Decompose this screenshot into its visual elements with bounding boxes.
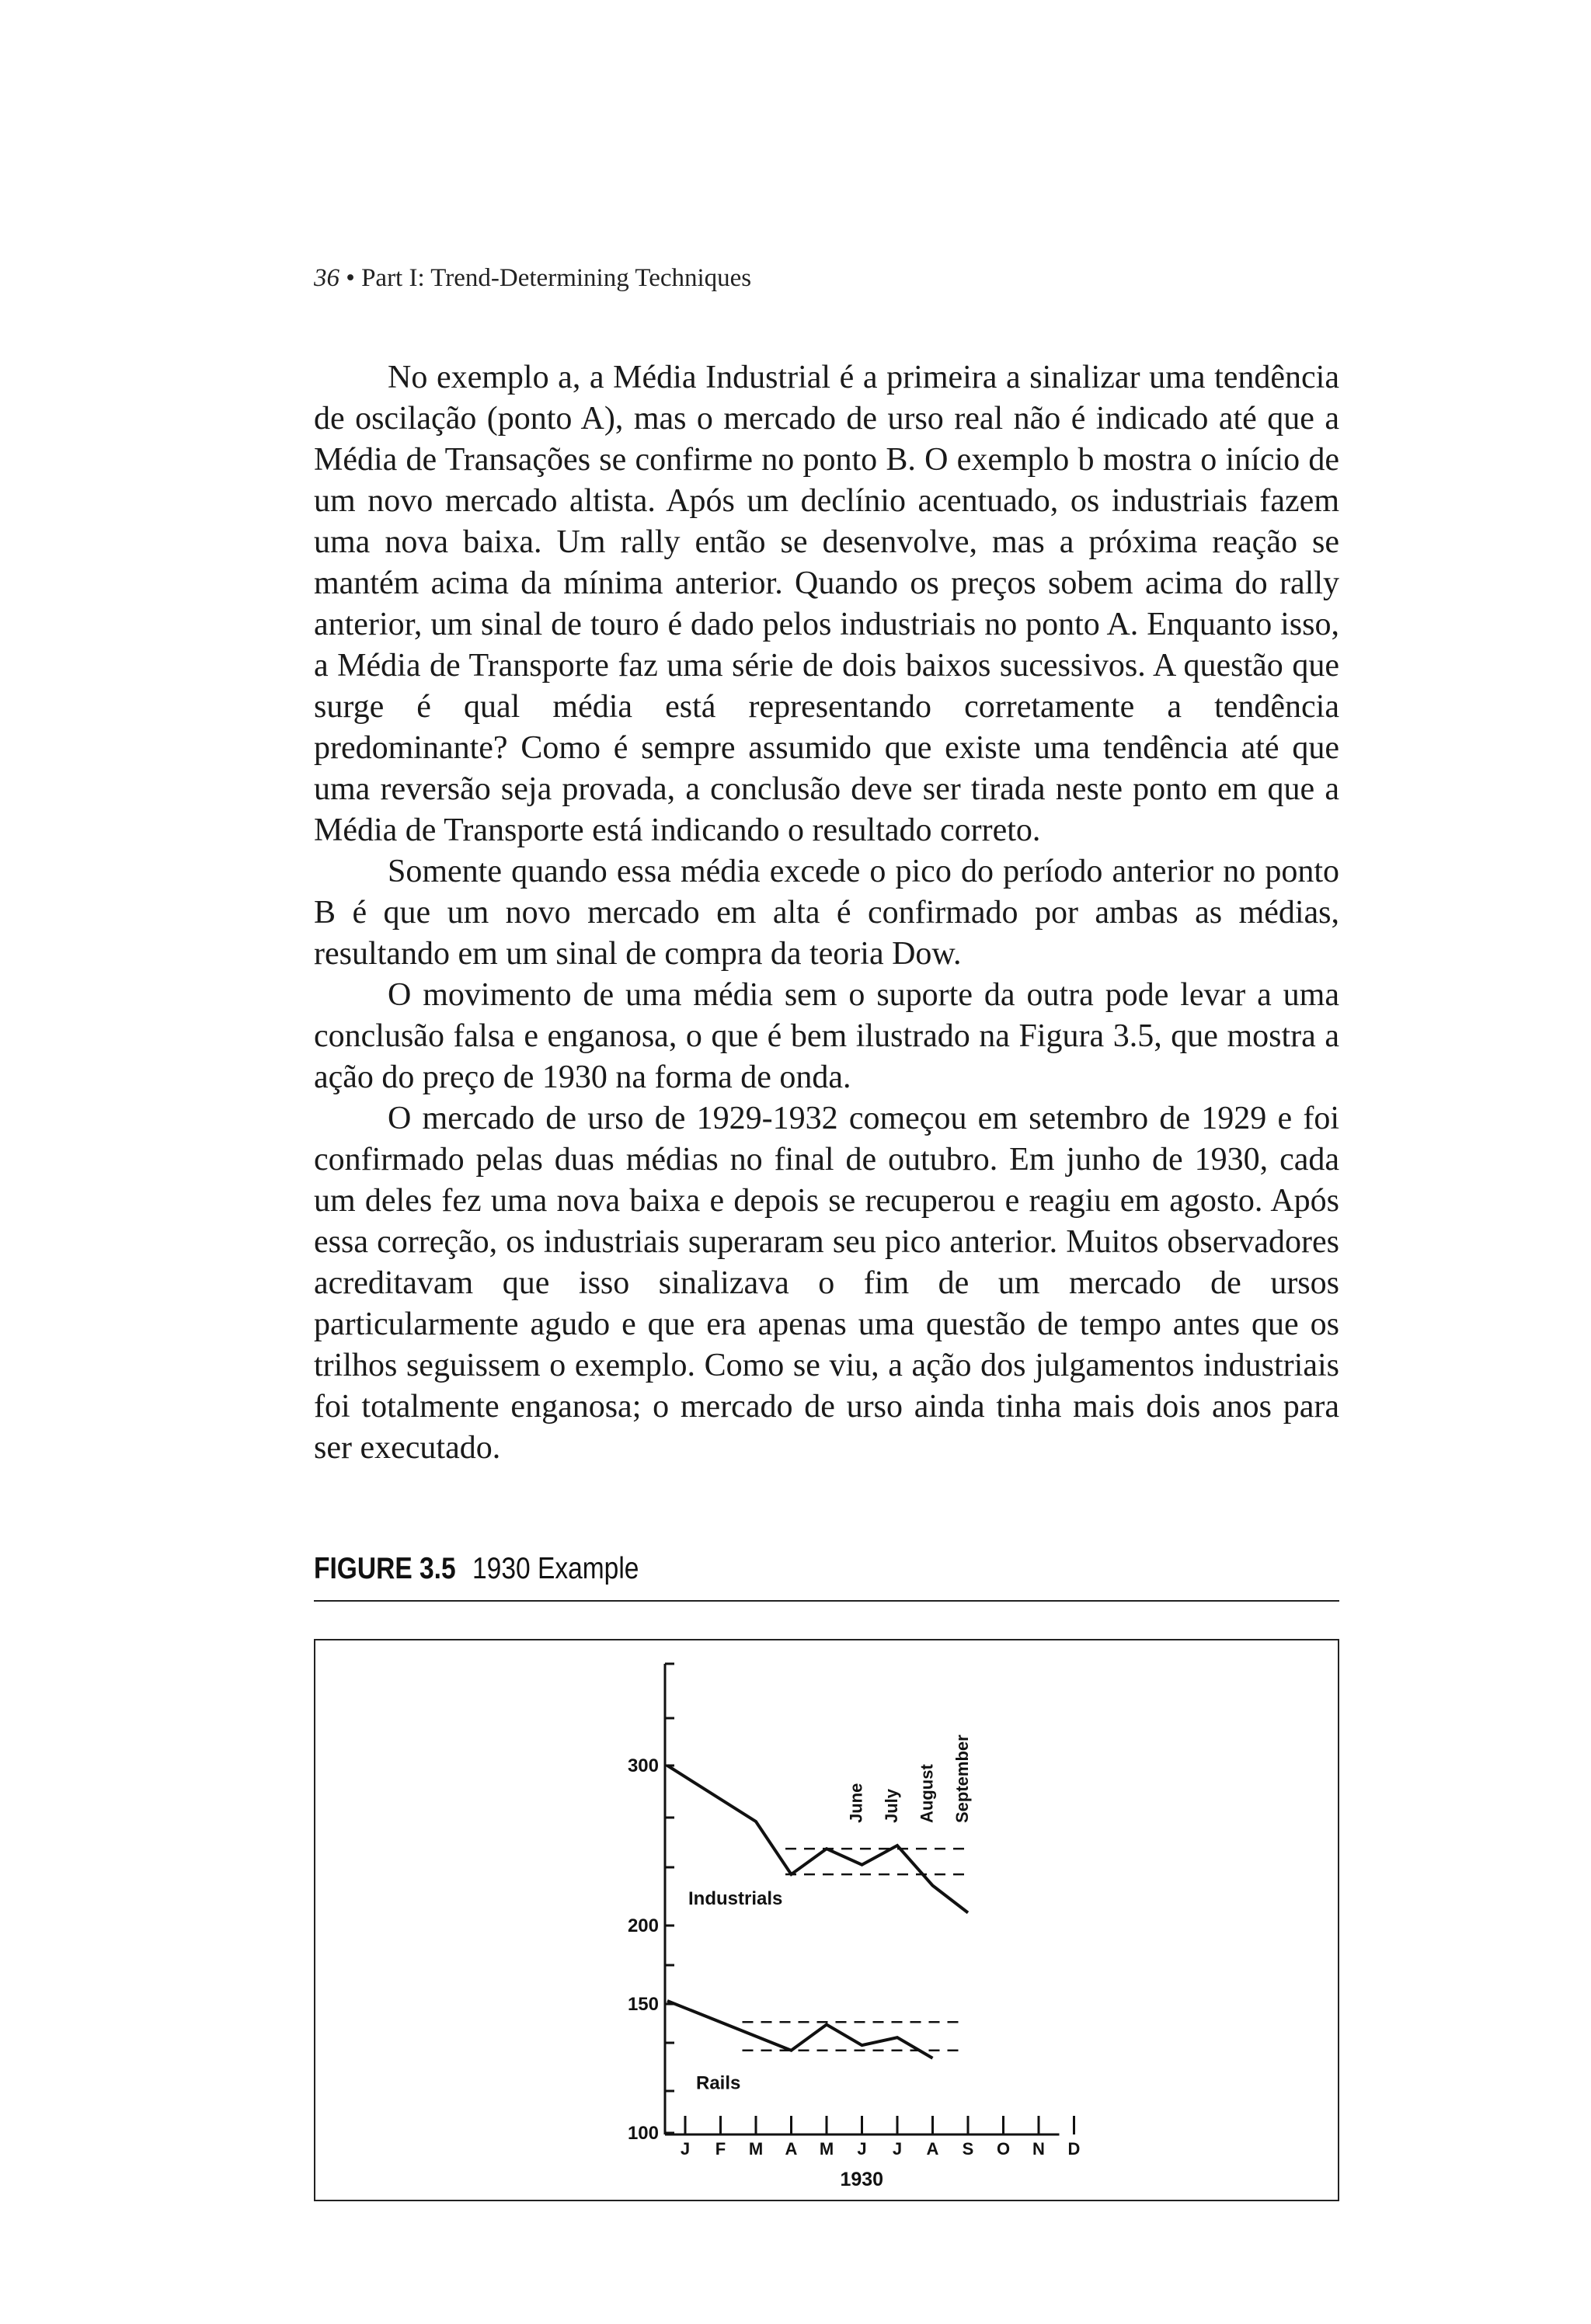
chart-svg xyxy=(315,1640,1338,2200)
y-tick-label: 200 xyxy=(627,1915,659,1936)
x-tick-label: M xyxy=(748,2139,764,2159)
x-tick-label: O xyxy=(996,2139,1011,2159)
x-tick-label: F xyxy=(715,2139,726,2159)
series-label-industrials: Industrials xyxy=(688,1888,783,1910)
x-tick-label: A xyxy=(926,2139,939,2159)
x-tick-label: J xyxy=(892,2139,903,2159)
x-tick-label: M xyxy=(819,2139,834,2159)
header-bullet: • xyxy=(346,264,355,292)
month-annotation: June xyxy=(846,1783,866,1823)
figure-number: FIGURE 3.5 xyxy=(314,1552,456,1585)
paragraph: O movimento de uma média sem o suporte da outra pode levar a uma conclusão falsa e enganosa, o que é bem ilustrado na Figura 3.5, que mostra a ação do preço de 1930 na forma de onda. xyxy=(314,977,1339,1095)
x-tick-label: N xyxy=(1032,2139,1045,2159)
paragraph: O mercado de urso de 1929-1932 começou em setembro de 1929 e foi confirmado pelas duas médias no final de outubro. Em junho de 1930, cada um deles fez uma nova baixa e depois se recuperou e reagiu em agosto. Após essa correção, os industriais superaram seu pico anterior. Muitos observadores acreditavam que isso sinalizava o fim de um mercado de ursos particularmente agudo e que era apenas uma questão de tempo antes que os trilhos seguissem o exemplo. Como se viu, a ação dos julgamentos industriais foi totalmente enganosa; o mercado de urso ainda tinha mais dois anos para ser executado. xyxy=(314,1101,1339,1466)
month-annotation: July xyxy=(882,1788,901,1823)
y-tick-label: 150 xyxy=(627,1994,659,2015)
y-tick-label: 300 xyxy=(627,1755,659,1776)
figure-caption xyxy=(314,1552,1196,1586)
body-text xyxy=(314,357,1339,1469)
figure-frame xyxy=(314,1639,1339,2201)
x-tick-label: A xyxy=(785,2139,798,2159)
caption-rule xyxy=(314,1600,1339,1602)
running-title: Part I: Trend-Determining Techniques xyxy=(361,264,752,292)
page-number: 36 xyxy=(314,264,339,292)
x-axis-label: 1930 xyxy=(840,2169,884,2190)
month-annotation: August xyxy=(917,1764,937,1823)
series-label-rails: Rails xyxy=(696,2072,741,2094)
paragraph: No exemplo a, a Média Industrial é a primeira a sinalizar uma tendência de oscilação (ponto A), mas o mercado de urso real não é indicado até que a Média de Transações se confirme no ponto B. O exemplo b mostra o início de um novo mercado altista. Após um declínio acentuado, os industriais fazem uma nova baixa. Um rally então se desenvolve, mas a próxima reação se mantém acima da mínima anterior. Quando os preços sobem acima do rally anterior, um sinal de touro é dado pelos industriais no ponto A. Enquanto isso, a Média de Transporte faz uma série de dois baixos sucessivos. A questão que surge é qual média está representando corretamente a tendência predominante? Como é sempre assumido que existe uma tendência até que uma reversão seja provada, a conclusão deve ser tirada neste ponto em que a Média de Transporte está indicando o resultado correto. xyxy=(314,360,1339,848)
x-tick-label: D xyxy=(1067,2139,1081,2159)
y-tick-label: 100 xyxy=(627,2123,659,2144)
x-tick-label: S xyxy=(962,2139,974,2159)
month-annotation: September xyxy=(952,1734,972,1823)
figure-title: 1930 Example xyxy=(472,1552,639,1585)
paragraph: Somente quando essa média excede o pico do período anterior no ponto B é que um novo mercado em alta é confirmado por ambas as médias, resultando em um sinal de compra da teoria Dow. xyxy=(314,854,1339,972)
x-tick-label: J xyxy=(680,2139,691,2159)
x-tick-label: J xyxy=(857,2139,867,2159)
running-header xyxy=(314,264,751,293)
